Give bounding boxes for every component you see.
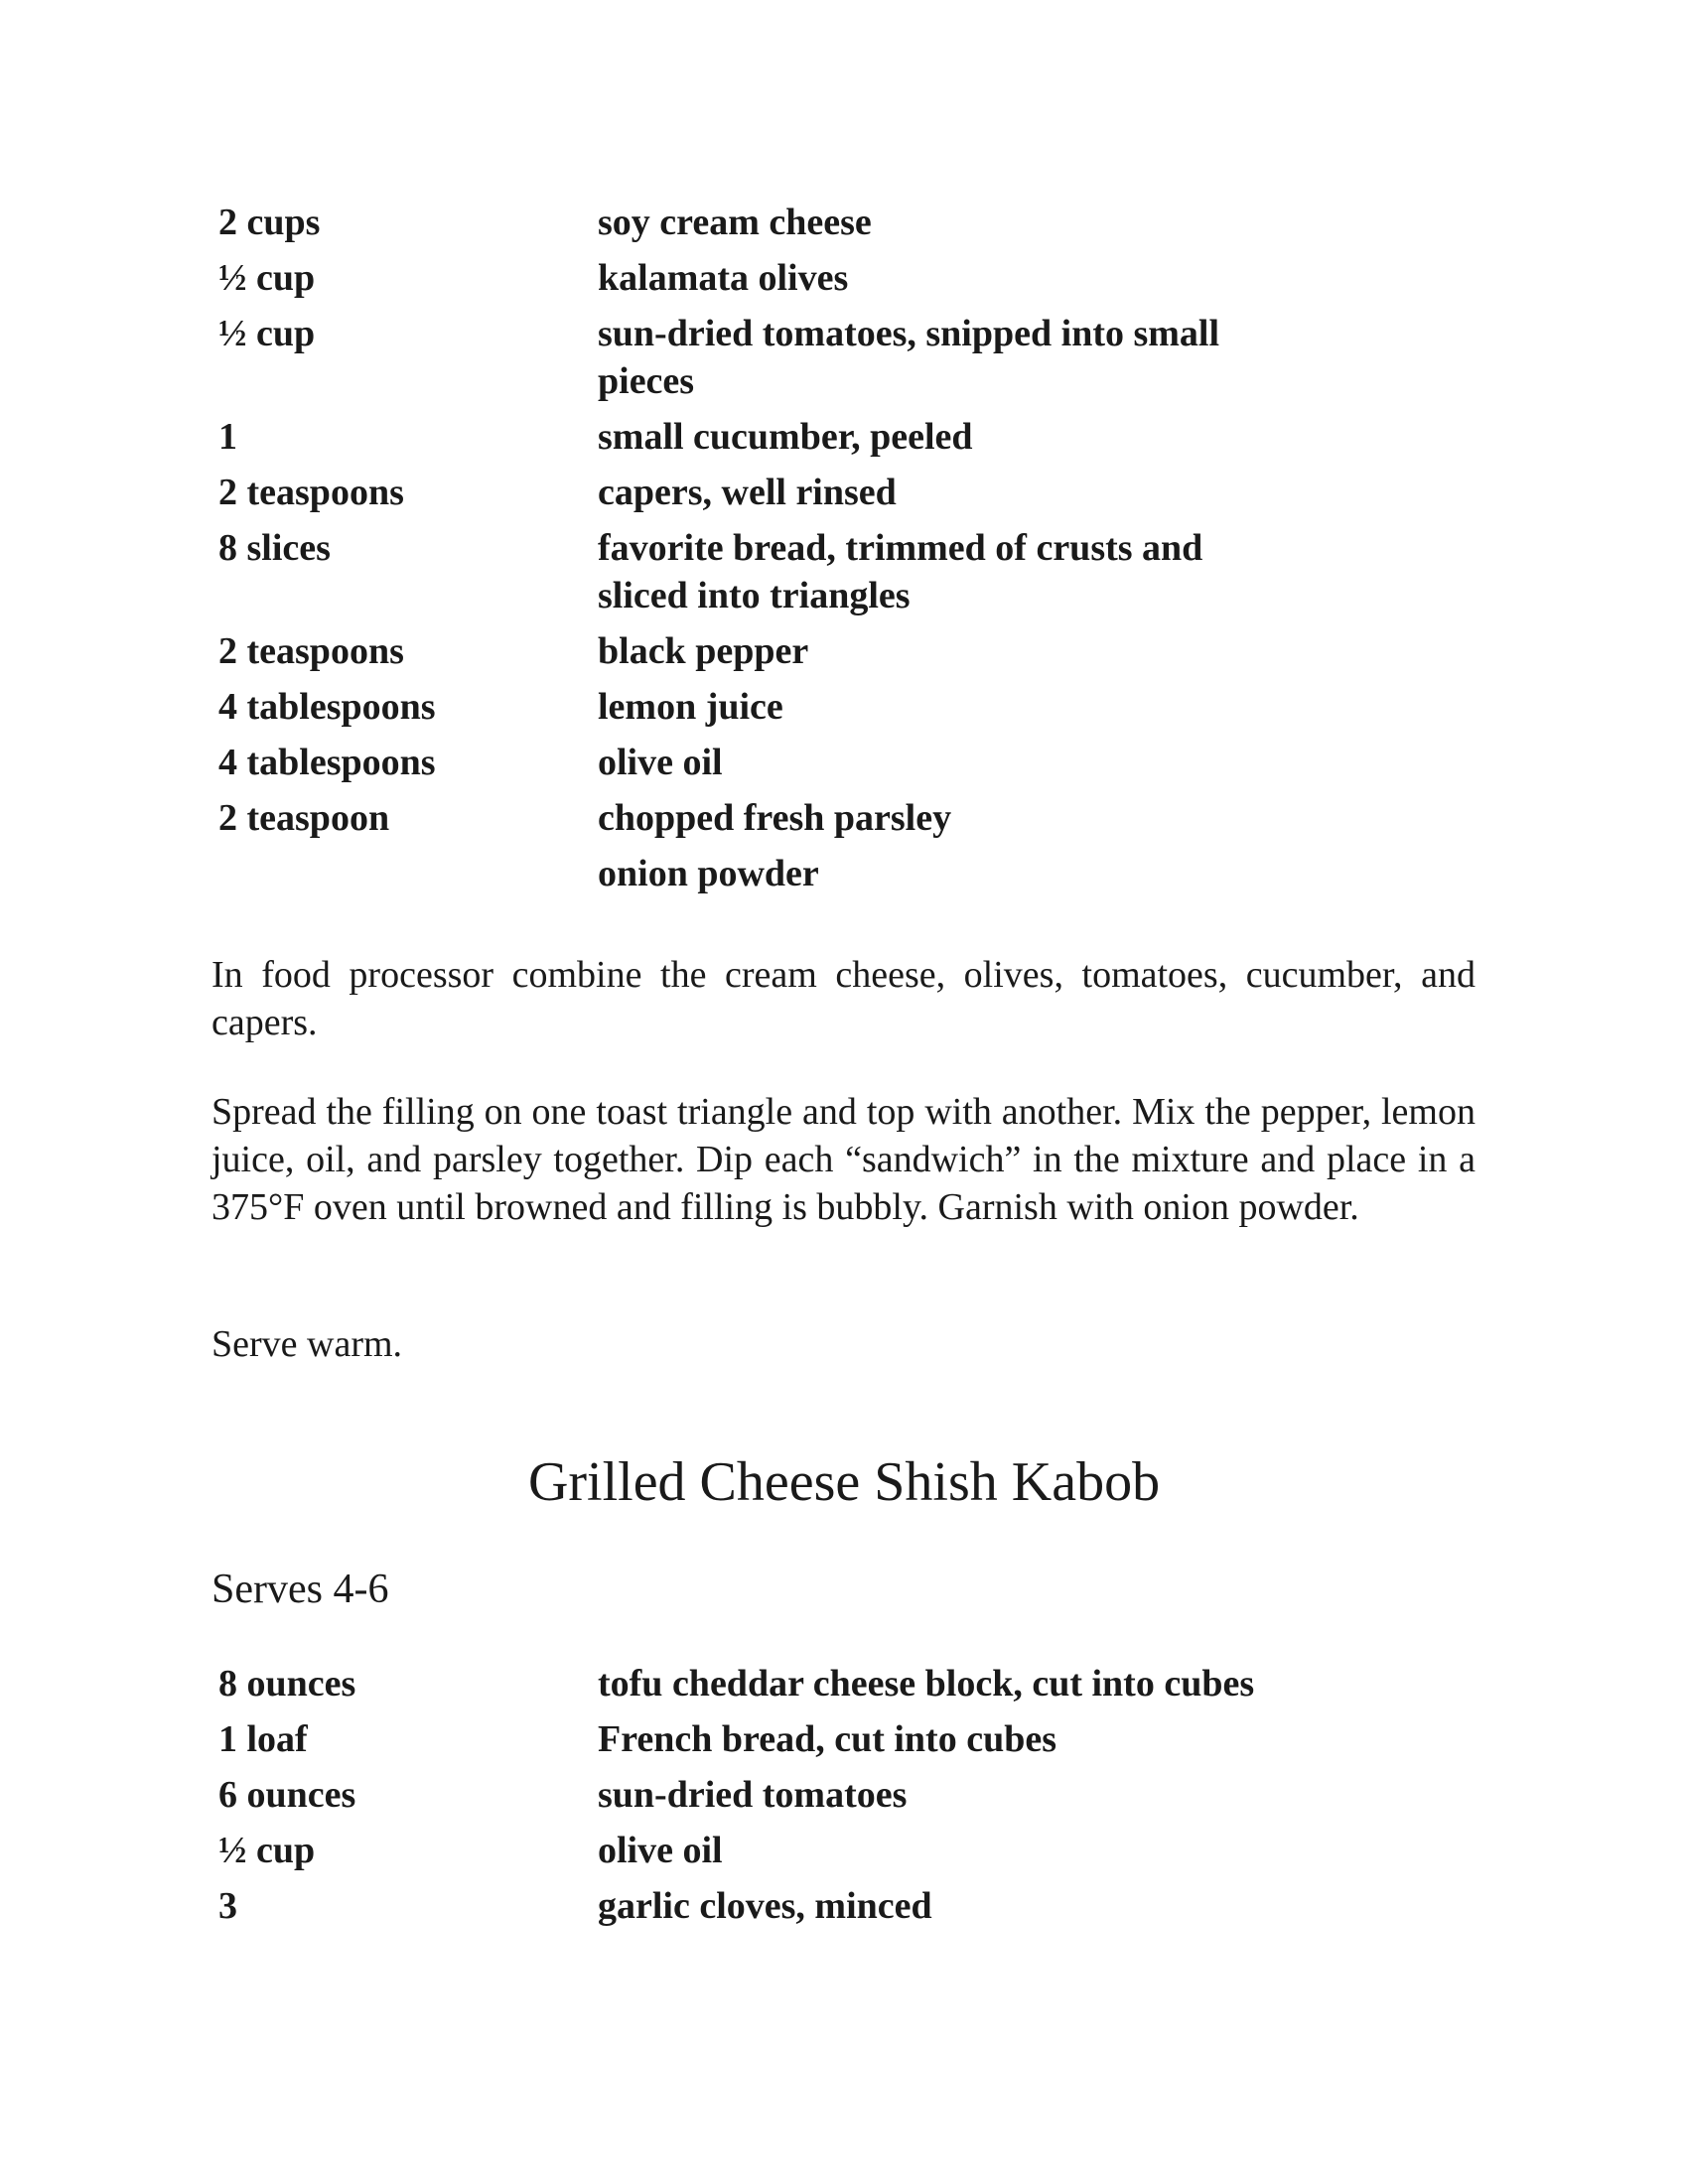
ingredient-name: lemon juice [598,686,783,728]
ingredient-name: onion powder [598,853,819,894]
ingredient-row [218,1715,1370,1763]
ingredient-name: small cucumber, peeled [598,416,973,458]
ingredient-quantity: 3 [218,1885,237,1927]
ingredient-quantity: 2 teaspoons [218,630,404,672]
ingredient-list [218,1660,1370,1938]
ingredient-list [218,199,1370,905]
ingredient-row [218,739,1370,786]
serves-line: Serves 4-6 [211,1567,389,1612]
ingredient-quantity: 2 teaspoons [218,472,404,513]
ingredient-row [218,627,1370,675]
ingredient-name: olive oil [598,1830,723,1871]
ingredient-quantity: 4 tablespoons [218,686,436,728]
ingredient-row [218,469,1370,516]
ingredient-name: favorite bread, trimmed of crusts and sliced into triangles [598,527,1203,616]
ingredient-row [218,199,1370,246]
ingredient-row [218,413,1370,461]
ingredient-row [218,310,1370,405]
ingredient-name: tofu cheddar cheese block, cut into cubes [598,1663,1255,1705]
ingredient-quantity: 2 teaspoon [218,797,390,839]
ingredient-row [218,1771,1370,1819]
instruction-paragraph: Spread the filling on one toast triangle and top with another. Mix the pepper, lemon juice, oil, and parsley together. Dip each “sandwich” in the mixture and place in a 375°F oven until browned and filling is bubbly. Garnish with onion powder. [211,1091,1476,1228]
ingredient-quantity: 6 ounces [218,1774,356,1816]
ingredient-quantity: 1 [218,416,237,458]
instruction-paragraph: In food processor combine the cream cheese, olives, tomatoes, cucumber, and capers. [211,954,1476,1043]
ingredient-quantity: ½ cup [218,313,316,354]
ingredient-quantity: 1 loaf [218,1718,308,1760]
ingredient-row [218,1882,1370,1930]
ingredient-quantity: ½ cup [218,1830,316,1871]
ingredient-row [218,524,1370,619]
ingredient-name: black pepper [598,630,809,672]
ingredient-name: olive oil [598,742,723,783]
ingredient-name: garlic cloves, minced [598,1885,932,1927]
ingredient-row [218,1660,1370,1707]
ingredient-quantity: ½ cup [218,257,316,299]
ingredient-name: French bread, cut into cubes [598,1718,1056,1760]
ingredient-name: sun-dried tomatoes, snipped into small pieces [598,313,1220,402]
ingredient-name: soy cream cheese [598,202,872,243]
ingredient-name: kalamata olives [598,257,849,299]
ingredient-row [218,254,1370,302]
ingredient-quantity: 4 tablespoons [218,742,436,783]
ingredient-name: sun-dried tomatoes [598,1774,908,1816]
ingredient-row [218,1827,1370,1874]
ingredient-name: chopped fresh parsley [598,797,952,839]
instruction-paragraph: Serve warm. [211,1323,403,1365]
ingredient-row [218,850,1370,897]
ingredient-row [218,683,1370,731]
ingredient-quantity: 8 slices [218,527,331,569]
ingredient-quantity: 8 ounces [218,1663,356,1705]
ingredient-name: capers, well rinsed [598,472,897,513]
recipe-title: Grilled Cheese Shish Kabob [527,1451,1161,1513]
ingredient-quantity [218,850,598,897]
ingredient-quantity: 2 cups [218,202,321,243]
ingredient-row [218,794,1370,842]
